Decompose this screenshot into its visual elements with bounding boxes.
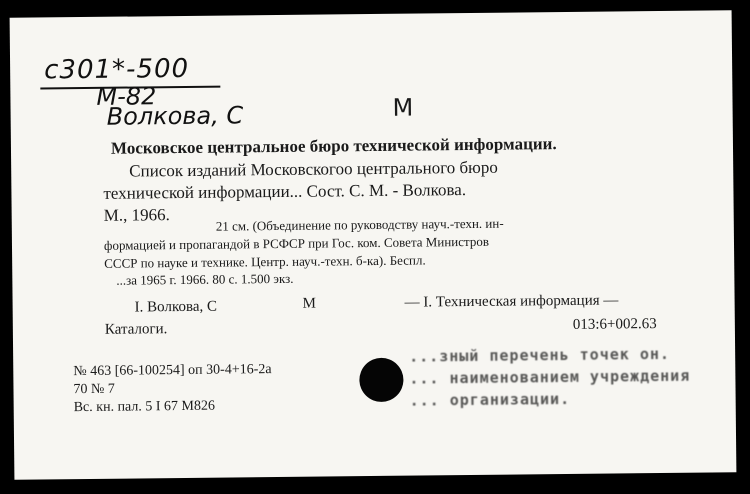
handwritten-author: Волкова, С: [106, 101, 244, 131]
registry-note: Вс. кн. пал. 5 I 67 М826: [73, 398, 216, 416]
tracing-author: I. Волкова, С: [134, 298, 218, 316]
description-line: СССР по науке и технике. Центр. науч.-техн. б-ка). Беспл.: [104, 252, 426, 271]
call-number: с301*-500: [43, 53, 190, 86]
handwritten-letter: М: [392, 93, 414, 122]
stamp-line: ... организации.: [409, 389, 571, 410]
body-line: М., 1966.: [103, 205, 170, 225]
catalog-card: [10, 10, 737, 480]
udc-code: 013:6+002.63: [572, 316, 657, 333]
call-number-secondary: М-82: [96, 82, 157, 111]
registry-note: 70 № 7: [73, 381, 115, 398]
tracing-catalogs: Каталоги.: [104, 321, 168, 338]
tracing-handwritten-letter: М: [302, 295, 317, 312]
description-line: 21 см. (Объединение по руководству науч.-техн. ин-: [215, 215, 504, 234]
tracing-subject: — I. Техническая информация —: [404, 292, 619, 311]
description-line: ...за 1965 г. 1966. 80 с. 1.500 экз.: [116, 270, 294, 288]
body-line: Список изданий Московскогоо центрального бюро: [129, 157, 498, 181]
stamp-line: ... наименованием учреждения: [409, 366, 691, 388]
card-heading: Московское центральное бюро технической информации.: [110, 134, 557, 158]
registry-note: № 463 [66-100254] оп 30-4+16-2а: [73, 362, 272, 380]
body-line: технической информации... Сост. С. М. - Волкова.: [103, 180, 467, 203]
description-line: формацией и пропагандой в РСФСР при Гос. ком. Совета Министров: [103, 233, 490, 253]
punch-hole: [359, 358, 403, 402]
stamp-line: ...зный перечень точек он.: [409, 344, 671, 366]
